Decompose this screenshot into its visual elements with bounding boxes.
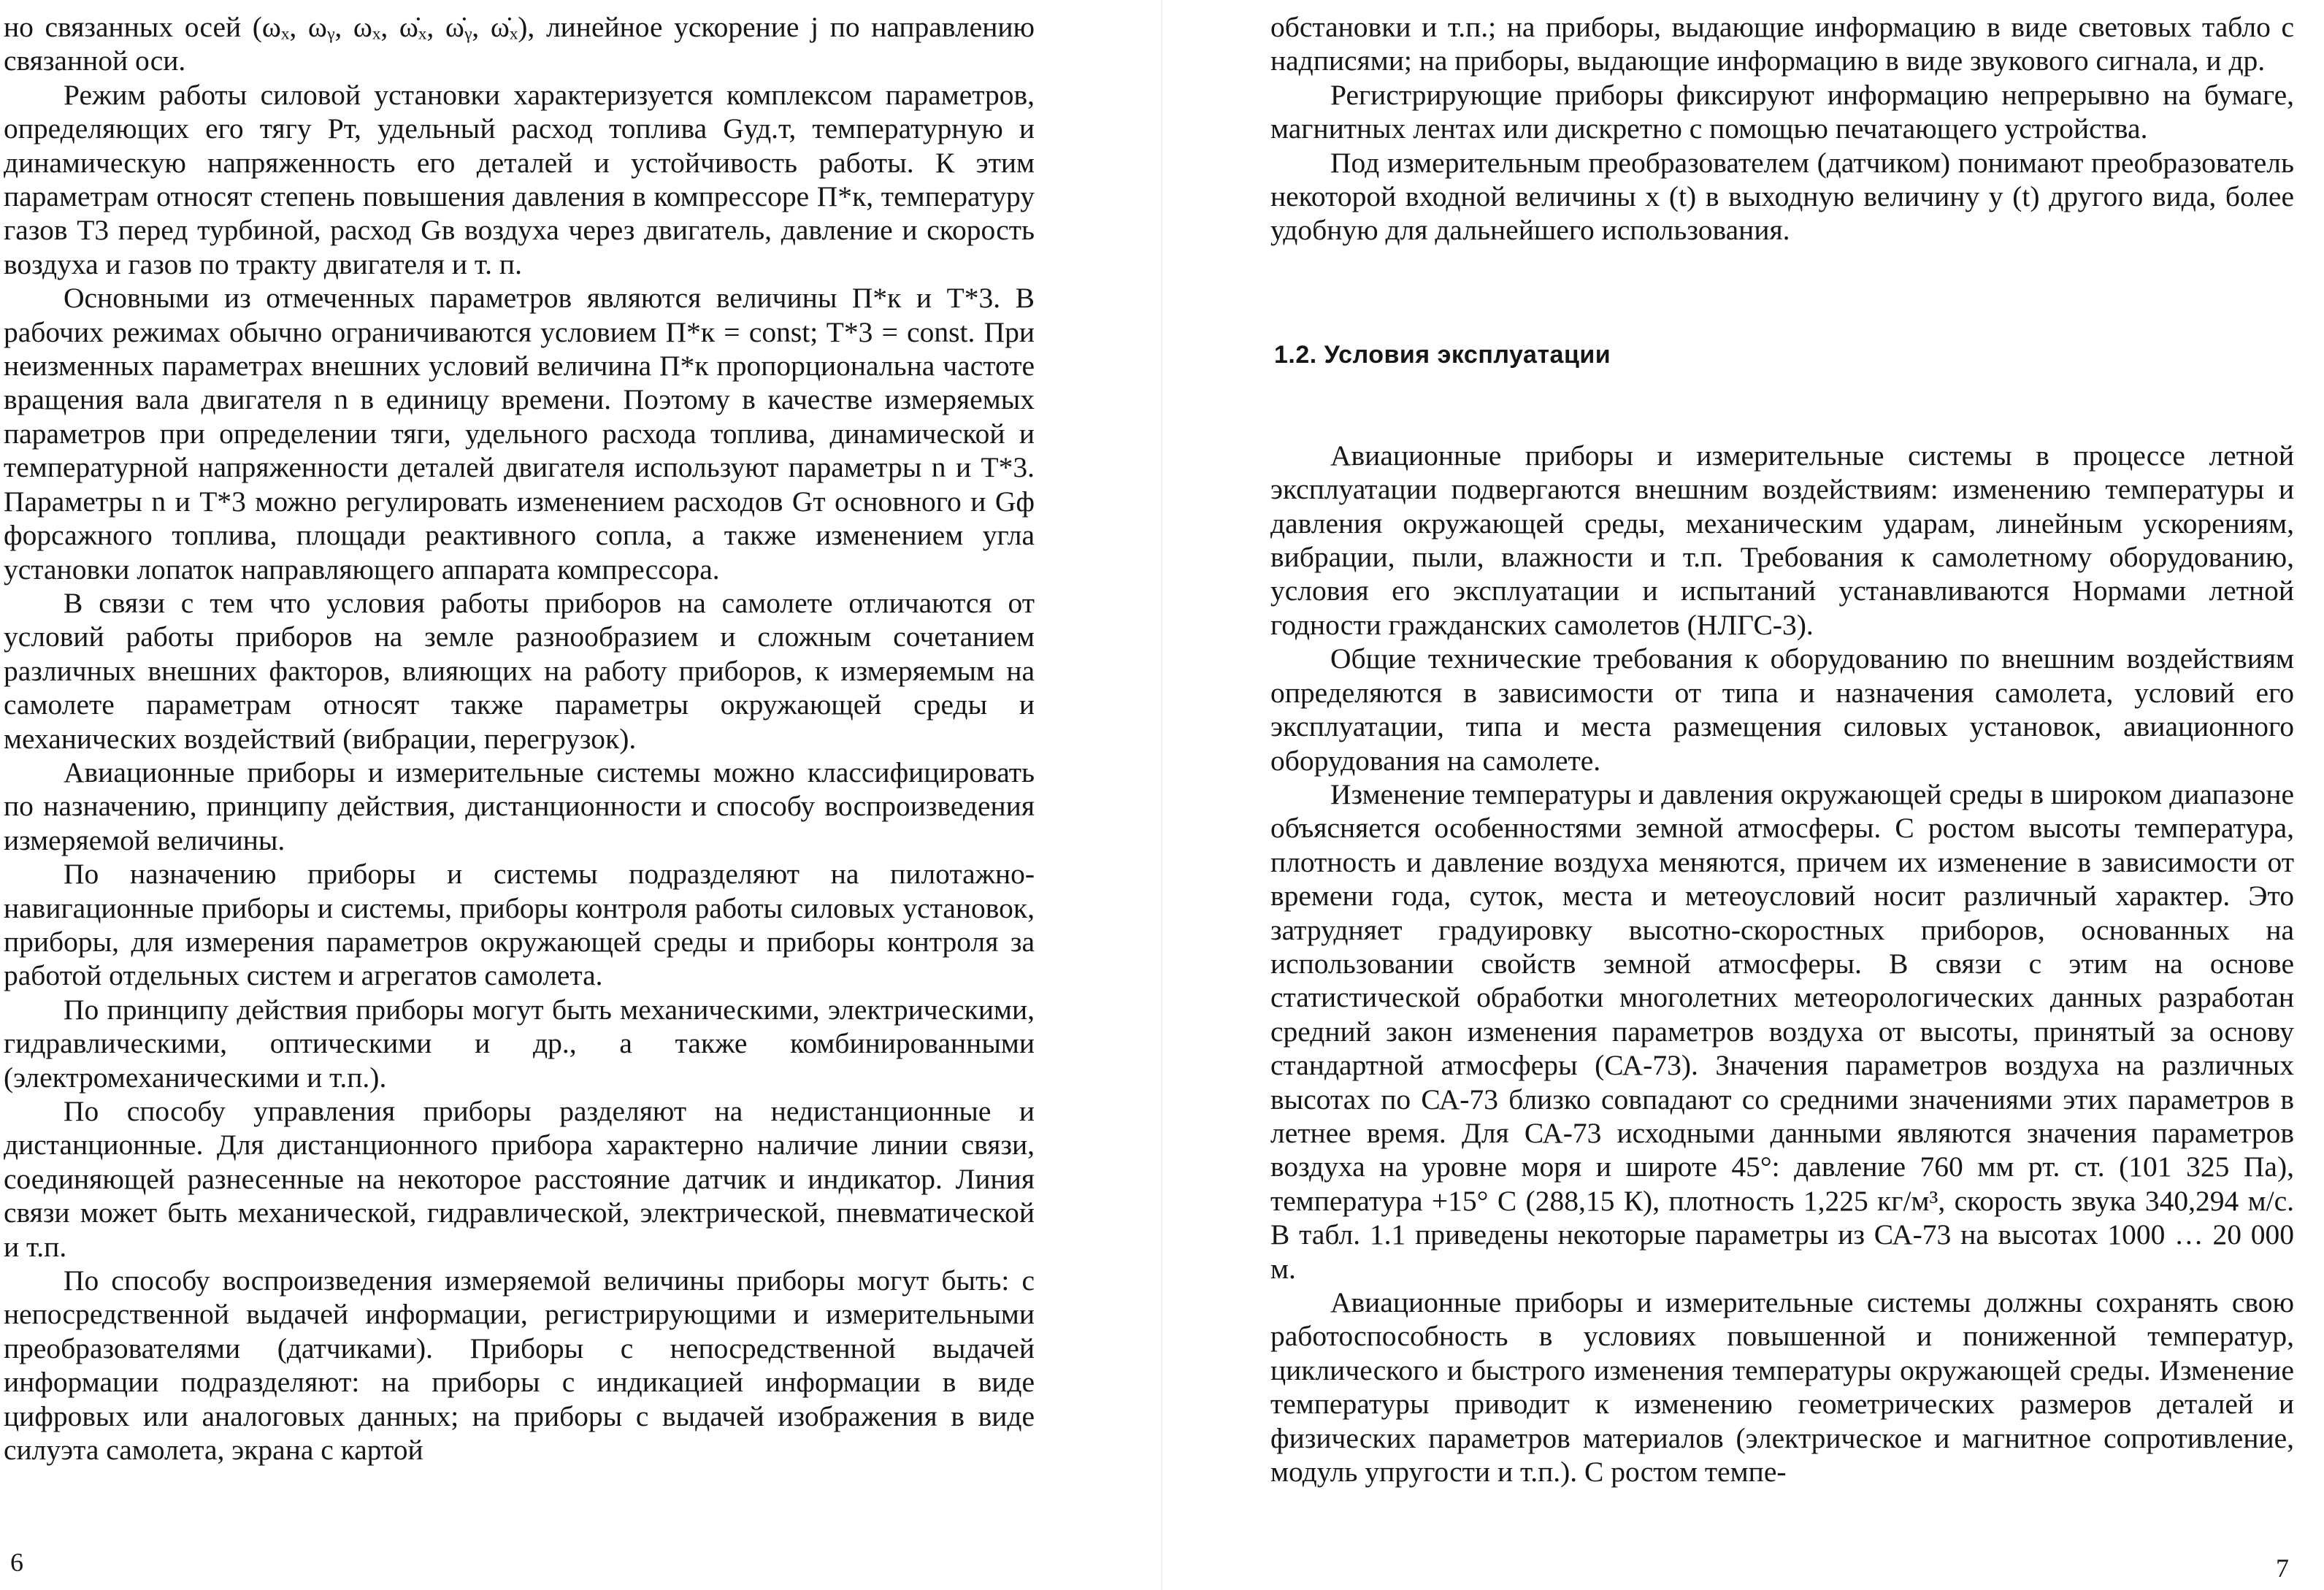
paragraph: Общие технические требования к оборудованию по внешним воздействиям определяются в зависимости от типа и назначения самолета, условий его эксплуатации, типа и места размещения силовых установок, авиационного оборудования на самолете.: [1270, 642, 2294, 777]
left-page: [0, 0, 1161, 1590]
paragraph: Изменение температуры и давления окружающей среды в широком диапазоне объясняется особенностями земной атмосферы. С ростом высоты температура, плотность и давление воздуха меняются, причем их изменение в зависимости от времени года, суток, места и метеоусловий носит различный характер. Это затрудняет градуировку высотно-скоростных приборов, основанных на использовании свойств земной атмосферы. В связи с этим на основе статистической обработки многолетних метеорологических данных разработан средний закон изменения параметров воздуха от высоты, принятый за основу стандартной атмосферы (СА-73). Значения параметров воздуха на различных высотах по СА-73 близко совпадают со средними значениями этих параметров в летнее время. Для СА-73 исходными данными являются значения параметров воздуха на уровне моря и широте 45°: давление 760 мм рт. ст. (101 325 Па), температура +15° С (288,15 К), плотность 1,225 кг/м³, скорость звука 340,294 м/с. В табл. 1.1 приведены некоторые параметры из СА-73 на высотах 1000 … 20 000 м.: [1270, 777, 2294, 1285]
section-heading: 1.2. Условия эксплуатации: [1274, 340, 1611, 369]
spacer: [1270, 372, 2294, 439]
paragraph: Авиационные приборы и измерительные системы в процессе летной эксплуатации подвергаются внешним воздействиям: изменению температуры и давления окружающей среды, механическим ударам, линейным ускорениям, вибрации, пыли, влажности и т.п. Требования к самолетному оборудованию, условия его эксплуатации и испытаний устанавливаются Нормами летной годности гражданских самолетов (НЛГС-3).: [1270, 439, 2294, 641]
paragraph: В связи с тем что условия работы приборов на самолете отличаются от условий работы приборов на земле разнообразием и сложным сочетанием различных внешних факторов, влияющих на работу приборов, к измеряемым на самолете параметрам относят также параметры окружающей среды и механических воздействий (вибрации, перегрузок).: [4, 586, 1035, 755]
paragraph: но связанных осей (ωₓ, ωᵧ, ωₓ, ω̇ₓ, ω̇ᵧ, ω̇ₓ), линейное ускорение j по направлению связанной оси.: [4, 11, 1035, 77]
right-text-column: [1270, 10, 2294, 1489]
paragraph: По способу управления приборы разделяют на недистанционные и дистанционные. Для дистанционного прибора характерно наличие линии связи, соединяющей разнесенные на некоторое расстояние датчик и индикатор. Линия связи может быть механической, гидравлической, электрической, пневматической и т.п.: [4, 1095, 1035, 1263]
paragraph: По назначению приборы и системы подразделяют на пилотажно-навигационные приборы и системы, приборы контроля работы силовых установок, приборы, для измерения параметров окружающей среды и приборы контроля за работой отдельных систем и агрегатов самолета.: [4, 858, 1035, 992]
paragraph: Основными из отмеченных параметров являются величины П*к и T*3. В рабочих режимах обычно ограничиваются условием П*к = const; T*3 = const. При неизменных параметрах внешних условий величина П*к пропорциональна частоте вращения вала двигателя n в единицу времени. Поэтому в качестве измеряемых параметров при определении тяги, удельного расхода топлива, динамической и температурной напряженности деталей двигателя используют параметры n и T*3. Параметры n и T*3 можно регулировать изменением расходов Gт основного и Gф форсажного топлива, площади реактивного сопла, а также изменением угла установки лопаток направляющего аппарата компрессора.: [4, 282, 1035, 585]
page-number-right: 7: [2276, 1553, 2289, 1583]
left-text-column: [4, 10, 1035, 1467]
right-page: [1162, 0, 2324, 1590]
spacer: [1270, 247, 2294, 338]
paragraph: Режим работы силовой установки характеризуется комплексом параметров, определяющих его тягу Pт, удельный расход топлива Gуд.т, температурную и динамическую напряженность его деталей и устойчивость работы. К этим параметрам относят степень повышения давления в компрессоре П*к, температуру газов T3 перед турбиной, расход Gв воздуха через двигатель, давление и скорость воздуха и газов по тракту двигателя и т. п.: [4, 78, 1035, 280]
paragraph: Авиационные приборы и измерительные системы должны сохранять свою работоспособность в условиях повышенной и пониженной температур, циклического и быстрого изменения температуры окружающей среды. Изменение температуры приводит к изменению геометрических размеров деталей и физических параметров материалов (электрическое и магнитное сопротивление, модуль упругости и т.п.). С ростом темпе-: [1270, 1286, 2294, 1489]
paragraph: По принципу действия приборы могут быть механическими, электрическими, гидравлическими, оптическими и др., а также комбинированными (электромеханическими и т.п.).: [4, 993, 1035, 1094]
paragraph: Под измерительным преобразователем (датчиком) понимают преобразователь некоторой входной величины x (t) в выходную величину y (t) другого вида, более удобную для дальнейшего использования.: [1270, 146, 2294, 247]
page-number-left: 6: [10, 1548, 23, 1577]
paragraph: Авиационные приборы и измерительные системы можно классифицировать по назначению, принципу действия, дистанционности и способу воспроизведения измеряемой величины.: [4, 756, 1035, 856]
paragraph: Регистрирующие приборы фиксируют информацию непрерывно на бумаге, магнитных лентах или дискретно с помощью печатающего устройства.: [1270, 78, 2294, 145]
paragraph: По способу воспроизведения измеряемой величины приборы могут быть: с непосредственной выдачей информации, регистрирующими и измерительными преобразователями (датчиками). Приборы с непосредственной выдачей информации подразделяют: на приборы с индикацией информации в виде цифровых или аналоговых данных; на приборы с выдачей изображения в виде силуэта самолета, экрана с картой: [4, 1264, 1035, 1467]
paragraph: обстановки и т.п.; на приборы, выдающие информацию в виде световых табло с надписями; на приборы, выдающие информацию в виде звукового сигнала, и др.: [1270, 11, 2294, 77]
